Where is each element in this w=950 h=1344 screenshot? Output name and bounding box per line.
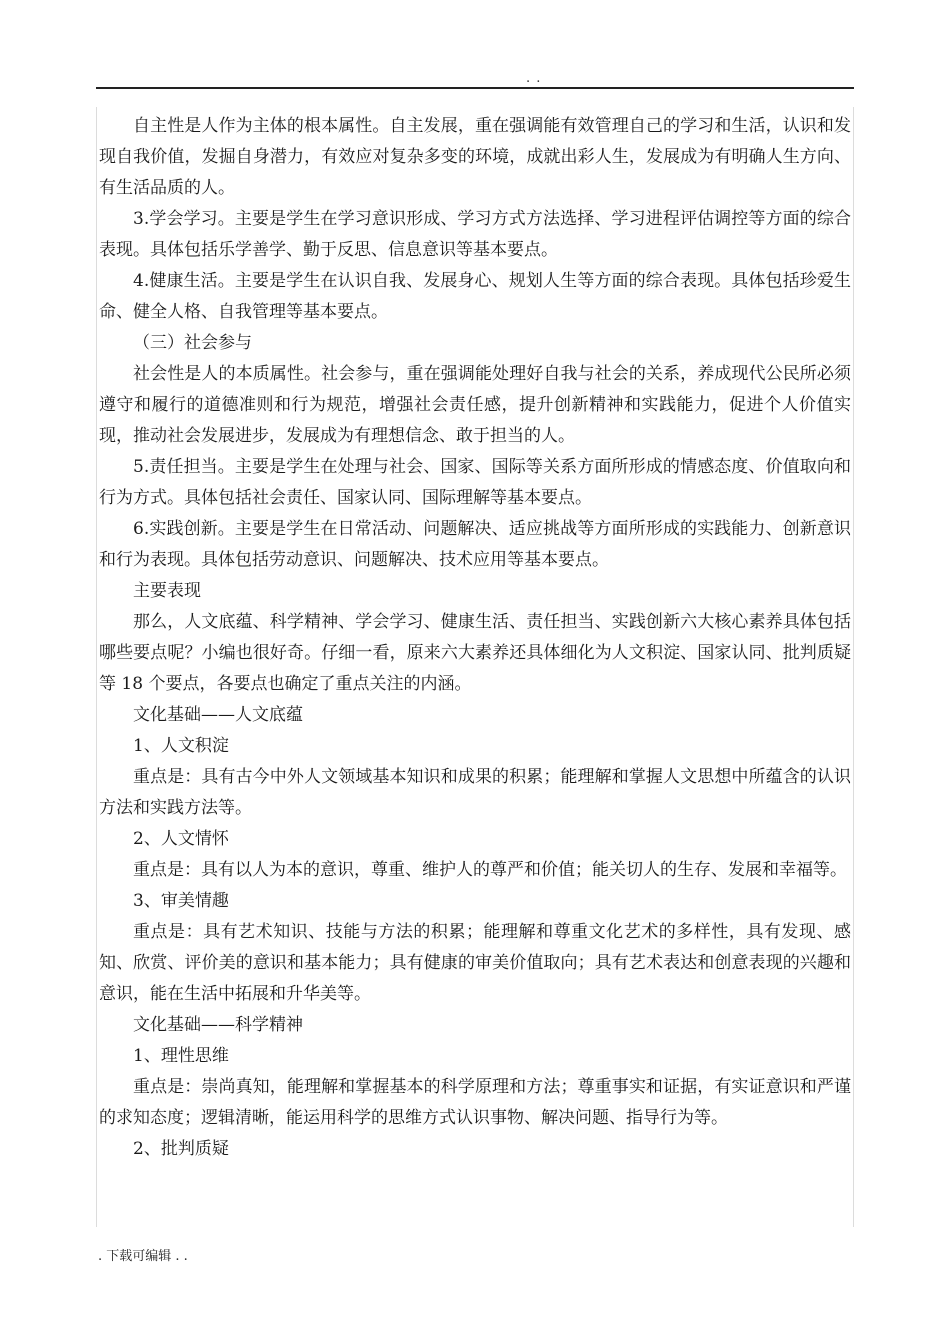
- item-rational-thinking: 1、理性思维: [133, 1046, 229, 1066]
- paragraph-aesthetic-taste: 重点是：具有艺术知识、技能与方法的积累；能理解和尊重文化艺术的多样性，具有发现、感知、欣赏、评价美的意识和基本能力；具有健康的审美价值取向；具有艺术表达和创意表现的兴趣和意识，能在生活中拓展和升华美等。: [99, 922, 851, 1004]
- heading-main-performance: 主要表现: [133, 581, 201, 601]
- paragraph-learning: 3.学会学习。主要是学生在学习意识形成、学习方式方法选择、学习进程评估调控等方面的综合表现。具体包括乐学善学、勤于反思、信息意识等基本要点。: [99, 209, 851, 260]
- paragraph-responsibility: 5.责任担当。主要是学生在处理与社会、国家、国际等关系方面所形成的情感态度、价值取向和行为方式。具体包括社会责任、国家认同、国际理解等基本要点。: [99, 457, 851, 508]
- header-dots: . .: [526, 71, 542, 86]
- paragraph-sociality: 社会性是人的本质属性。社会参与，重在强调能处理好自我与社会的关系，养成现代公民所必须遵守和履行的道德准则和行为规范，增强社会责任感，提升创新精神和实践能力，促进个人价值实现，推动社会发展进步，发展成为有理想信念、敢于担当的人。: [99, 364, 851, 446]
- paragraph-healthy-life: 4.健康生活。主要是学生在认识自我、发展身心、规划人生等方面的综合表现。具体包括珍爱生命、健全人格、自我管理等基本要点。: [99, 271, 851, 322]
- paragraph-humanities-accumulation: 重点是：具有古今中外人文领域基本知识和成果的积累；能理解和掌握人文思想中所蕴含的认识方法和实践方法等。: [99, 767, 851, 818]
- footer-note: . 下载可编辑 . .: [98, 1249, 188, 1264]
- paragraph-innovation: 6.实践创新。主要是学生在日常活动、问题解决、适应挑战等方面所形成的实践能力、创新意识和行为表现。具体包括劳动意识、问题解决、技术应用等基本要点。: [99, 519, 851, 570]
- item-aesthetic-taste: 3、审美情趣: [133, 891, 229, 911]
- paragraph-humanistic-care: 重点是：具有以人为本的意识，尊重、维护人的尊严和价值；能关切人的生存、发展和幸福等。: [133, 860, 847, 880]
- item-critical-questioning: 2、批判质疑: [133, 1139, 229, 1159]
- section-heading-social-participation: （三）社会参与: [133, 333, 252, 353]
- item-humanities-accumulation: 1、人文积淀: [133, 736, 229, 756]
- paragraph-overview: 那么，人文底蕴、科学精神、学会学习、健康生活、责任担当、实践创新六大核心素养具体包括哪些要点呢？小编也很好奇。仔细一看，原来六大素养还具体细化为人文积淀、国家认同、批判质疑等 18 个要点，各要点也确定了重点关注的内涵。: [99, 612, 851, 694]
- header-rule: [96, 87, 854, 89]
- document-body: [99, 111, 851, 1165]
- item-humanistic-care: 2、人文情怀: [133, 829, 229, 849]
- heading-humanities: 文化基础——人文底蕴: [133, 705, 303, 725]
- heading-scientific-spirit: 文化基础——科学精神: [133, 1015, 303, 1035]
- paragraph-rational-thinking: 重点是：崇尚真知，能理解和掌握基本的科学原理和方法；尊重事实和证据，有实证意识和严谨的求知态度；逻辑清晰，能运用科学的思维方式认识事物、解决问题、指导行为等。: [99, 1077, 851, 1128]
- paragraph-autonomy: 自主性是人作为主体的根本属性。自主发展，重在强调能有效管理自己的学习和生活，认识和发现自我价值，发掘自身潜力，有效应对复杂多变的环境，成就出彩人生，发展成为有明确人生方向、有生活品质的人。: [99, 116, 851, 198]
